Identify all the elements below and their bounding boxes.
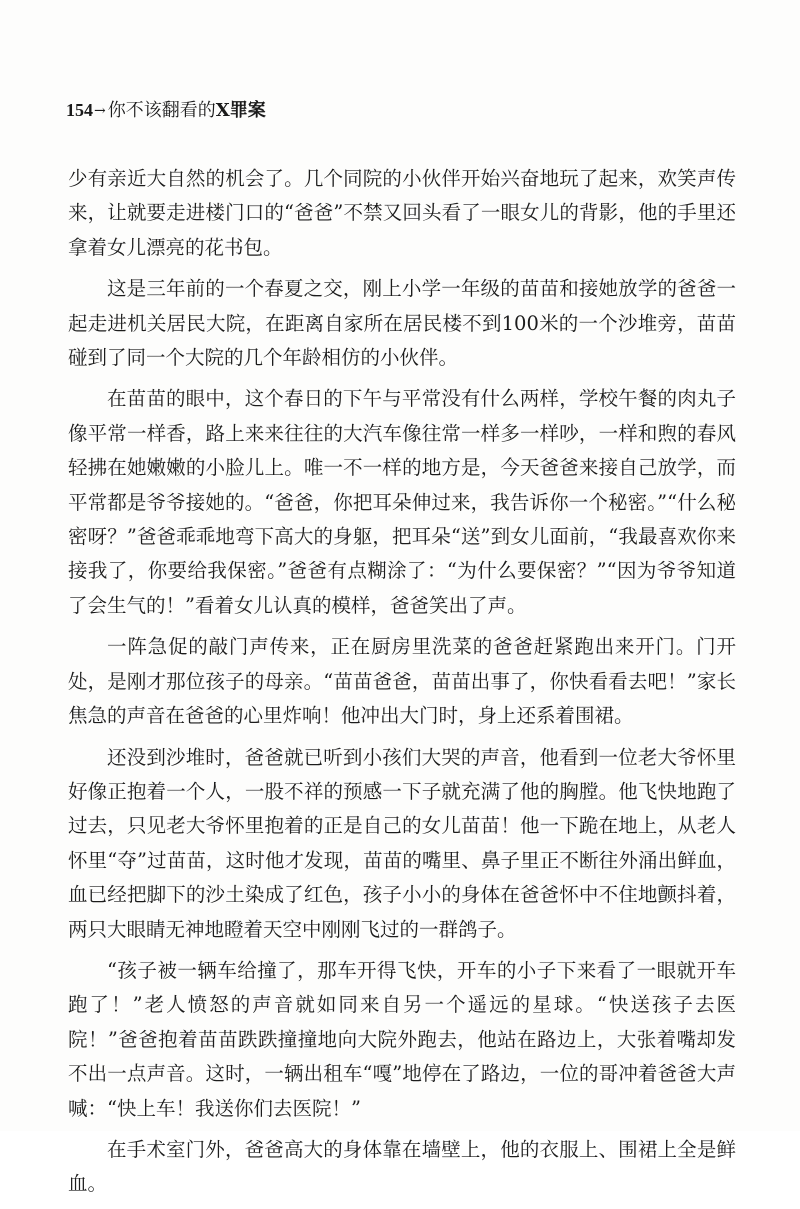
arrow-icon: → — [94, 103, 106, 119]
paragraph-continued: 少有亲近大自然的机会了。几个同院的小伙伴开始兴奋地玩了起来，欢笑声传来，让就要走进楼门口的“爸爸”不禁又回头看了一眼女儿的背影，他的手里还拿着女儿漂亮的花书包。 — [68, 167, 736, 259]
paragraph: 一阵急促的敲门声传来，正在厨房里洗菜的爸爸赶紧跑出来开门。门开处，是刚才那位孩子的母亲。“苗苗爸爸，苗苗出事了，你快看看去吧！”家长焦急的声音在爸爸的心里炸响！他冲出大门时，身上还系着围裙。 — [68, 635, 736, 728]
page-number: 154 — [66, 100, 93, 120]
paragraph: 这是三年前的一个春夏之交，刚上小学一年级的苗苗和接她放学的爸爸一起走进机关居民大院，在距离自家所在居民楼不到100米的一个沙堆旁，苗苗碰到了同一个大院的几个年龄相仿的小伙伴。 — [68, 277, 736, 370]
book-title-prefix: 你不该翻看的 — [107, 100, 216, 121]
paragraph: “孩子被一辆车给撞了，那车开得飞快，开车的小子下来看了一眼就开车跑了！”老人愤怒的声音就如同来自另一个遥远的星球。“快送孩子去医院！”爸爸抱着苗苗跌跌撞撞地向大院外跑去，他站在路边上，大张着嘴却发不出一点声音。这时，一辆出租车“嘎”地停在了路边，一位的哥冲着爸爸大声喊：“快上车！我送你们去医院！” — [68, 958, 736, 1120]
paragraph: 在手术室门外，爸爸高大的身体靠在墙壁上，他的衣服上、围裙上全是鲜血。 — [68, 1137, 736, 1196]
paragraph: 在苗苗的眼中，这个春日的下午与平常没有什么两样，学校午餐的肉丸子像平常一样香，路上来来往往的大汽车像往常一样多一样吵，一样和煦的春风轻拂在她嫩嫩的小脸儿上。唯一不一样的地方是，今天爸爸来接自己放学，而平常都是爷爷接她的。“爸爸，你把耳朵伸过来，我告诉你一个秘密。”“什么秘密呀？”爸爸乖乖地弯下高大的身躯，把耳朵“送”到女儿面前，“我最喜欢你来接我了，你要给我保密。”爸爸有点糊涂了：“为什么要保密？”“因为爷爷知道了会生气的！”看着女儿认真的模样，爸爸笑出了声。 — [68, 387, 736, 617]
body-text — [68, 162, 736, 1209]
paragraph: 还没到沙堆时，爸爸就已听到小孩们大哭的声音，他看到一位老大爷怀里好像正抱着一个人，一股不祥的预感一下子就充满了他的胸膛。他飞快地跑了过去，只见老大爷怀里抱着的正是自己的女儿苗苗！他一下跪在地上，从老人怀里“夺”过苗苗，这时他才发现，苗苗的嘴里、鼻子里正不断往外涌出鲜血，血已经把脚下的沙土染成了红色，孩子小小的身体在爸爸怀中不住地颤抖着，两只大眼睛无神地瞪着天空中刚刚飞过的一群鸽子。 — [68, 745, 736, 941]
running-header — [66, 98, 266, 123]
book-title-bold: X罪案 — [215, 100, 266, 121]
